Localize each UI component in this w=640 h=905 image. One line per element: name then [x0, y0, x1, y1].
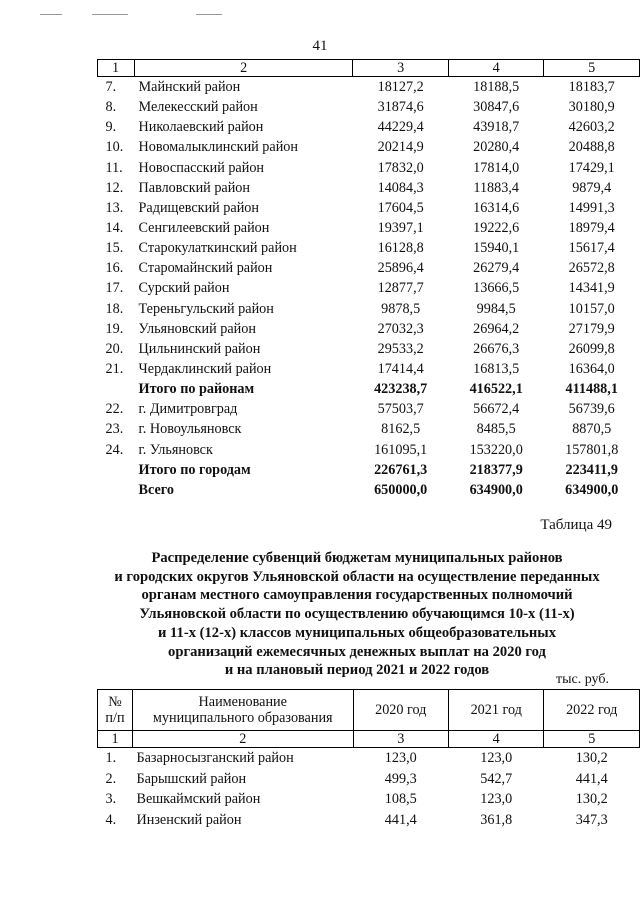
table-row [98, 810, 640, 831]
value-col4: 56672,4 [473, 401, 520, 418]
value-col5: 20488,8 [568, 139, 615, 156]
table-row [98, 258, 640, 278]
table-row [98, 769, 640, 790]
value-col5: 15617,4 [568, 240, 615, 257]
header-text: № [108, 694, 122, 710]
table-row [98, 137, 640, 157]
value-col5: 411488,1 [565, 381, 618, 398]
table-row [98, 178, 640, 198]
value-col3: 423238,7 [374, 381, 428, 398]
heading-line: и на плановый период 2021 и 2022 годов [224, 662, 490, 679]
table-row [98, 278, 640, 298]
table-row [98, 359, 640, 379]
heading-line: Распределение субвенций бюджетам муниципальных районов [151, 550, 563, 566]
value-col4: 43918,7 [473, 119, 520, 136]
row-name: г. Ульяновск [138, 441, 213, 458]
value-col3: 8162,5 [381, 421, 421, 438]
row-number [98, 480, 135, 500]
header-number [98, 690, 133, 731]
table-row [98, 238, 640, 258]
value-col5: 130,2 [575, 750, 608, 767]
row-number: 24. [105, 441, 124, 458]
value-col4: 26279,4 [473, 260, 520, 277]
value-col3: 29533,2 [377, 340, 424, 357]
header-2022: 2022 год [544, 690, 640, 731]
row-number [98, 379, 135, 399]
index-cell: 2 [132, 731, 353, 748]
value-col5: 14341,9 [568, 280, 615, 297]
index-cell: 1 [98, 731, 133, 748]
row-name: Старомайнский район [138, 260, 273, 277]
header-2021: 2021 год [448, 690, 543, 731]
value-col5: 8870,5 [572, 421, 612, 438]
value-col4: 9984,5 [476, 300, 516, 317]
value-col5: 17429,1 [568, 159, 615, 176]
row-name: Чердаклинский район [138, 361, 272, 378]
value-col3: 12877,7 [377, 280, 424, 297]
unit-label: тыс. руб. [556, 672, 609, 687]
row-name: Тереньгульский район [138, 300, 274, 317]
row-number: 9. [105, 119, 117, 136]
value-col5: 223411,9 [565, 461, 618, 478]
table-row [98, 158, 640, 178]
value-col4: 361,8 [480, 811, 513, 828]
header-text: муниципального образования [152, 710, 333, 726]
value-col5: 18183,7 [568, 79, 615, 96]
row-number: 8. [105, 99, 117, 116]
row-number: 10. [105, 139, 124, 156]
value-col4: 20280,4 [473, 139, 520, 156]
row-number: 19. [105, 320, 124, 337]
row-number: 13. [105, 199, 124, 216]
value-col5: 9879,4 [572, 179, 612, 196]
value-col3: 226761,3 [374, 461, 428, 478]
header-text: Наименование [198, 694, 287, 710]
value-col5: 14991,3 [568, 199, 615, 216]
row-number: 21. [105, 361, 124, 378]
table-row [98, 117, 640, 137]
table-row [98, 419, 640, 439]
value-col3: 17832,0 [377, 159, 424, 176]
value-col5: 130,2 [575, 791, 608, 808]
header-2020: 2020 год [353, 690, 448, 731]
value-col5: 30180,9 [568, 99, 615, 116]
row-name: Павловский район [138, 179, 250, 196]
value-col4: 123,0 [480, 750, 513, 767]
value-col4: 542,7 [480, 770, 513, 787]
page-number: 41 [312, 38, 328, 54]
value-col3: 19397,1 [377, 220, 424, 237]
row-number: 17. [105, 280, 124, 297]
heading-line: организаций ежемесячных денежных выплат на 2020 год [168, 643, 546, 660]
value-col3: 57503,7 [377, 401, 424, 418]
value-col4: 16314,6 [473, 199, 520, 216]
value-col3: 123,0 [384, 750, 417, 767]
row-name: Цильнинский район [138, 340, 261, 357]
table-heading [95, 549, 619, 680]
subventions-table [97, 689, 640, 830]
table-row [98, 748, 640, 769]
row-name: г. Димитровград [138, 401, 238, 418]
table-row [98, 460, 640, 480]
header-cell: 5 [544, 60, 640, 77]
table-row [98, 440, 640, 460]
row-number: 7. [105, 79, 117, 96]
row-number: 2. [105, 770, 117, 787]
value-col4: 19222,6 [473, 220, 520, 237]
table-row [98, 480, 640, 500]
row-name: Базарносызганский район [136, 750, 294, 767]
row-number: 23. [105, 421, 124, 438]
value-col3: 14084,3 [377, 179, 424, 196]
value-col4: 11883,4 [473, 179, 519, 196]
value-col3: 20214,9 [377, 139, 424, 156]
heading-line: и городских округов Ульяновской области на осуществление переданных [114, 568, 600, 585]
header-cell: 4 [448, 60, 544, 77]
value-col4: 26964,2 [473, 320, 520, 337]
row-number: 4. [105, 811, 117, 828]
index-cell: 4 [448, 731, 543, 748]
table-row [98, 77, 640, 98]
row-name: Радищевский район [138, 199, 259, 216]
row-name: Старокулаткинский район [138, 240, 297, 257]
value-col5: 42603,2 [568, 119, 615, 136]
row-name: Сурский район [138, 280, 230, 297]
value-col3: 441,4 [384, 811, 417, 828]
value-col5: 347,3 [575, 811, 608, 828]
value-col4: 30847,6 [473, 99, 520, 116]
table-row [98, 379, 640, 399]
row-name: Вешкаймский район [136, 791, 261, 808]
value-col4: 123,0 [480, 791, 513, 808]
index-row [98, 731, 640, 748]
row-name: Майнский район [138, 79, 241, 96]
scan-artifact [40, 14, 62, 15]
value-col4: 416522,1 [469, 381, 523, 398]
row-name: Новомалыклинский район [138, 139, 298, 156]
table-header-row [98, 60, 640, 77]
value-col5: 10157,0 [568, 300, 615, 317]
row-number: 1. [105, 750, 117, 767]
value-col3: 18127,2 [377, 79, 424, 96]
row-number: 15. [105, 240, 124, 257]
row-name: Всего [138, 481, 174, 498]
row-number: 18. [105, 300, 124, 317]
value-col3: 16128,8 [377, 240, 424, 257]
row-number: 16. [105, 260, 124, 277]
value-col5: 16364,0 [568, 361, 615, 378]
table-row [98, 299, 640, 319]
index-cell: 5 [544, 731, 640, 748]
row-number [98, 460, 135, 480]
row-name: Сенгилеевский район [138, 220, 270, 237]
value-col4: 15940,1 [473, 240, 520, 257]
value-col4: 26676,3 [473, 340, 520, 357]
value-col3: 44229,4 [377, 119, 424, 136]
row-name: Ульяновский район [138, 320, 256, 337]
value-col3: 25896,4 [377, 260, 424, 277]
value-col3: 17604,5 [377, 199, 424, 216]
row-name: Инзенский район [136, 811, 242, 828]
row-number: 3. [105, 791, 117, 808]
row-number: 22. [105, 401, 124, 418]
header-name [132, 690, 353, 731]
value-col4: 8485,5 [476, 421, 516, 438]
value-col5: 441,4 [575, 770, 608, 787]
value-col4: 634900,0 [469, 481, 523, 498]
table-row [98, 399, 640, 419]
table-row [98, 339, 640, 359]
value-col5: 26572,8 [568, 260, 615, 277]
row-name: Николаевский район [138, 119, 264, 136]
table-caption: Таблица 49 [540, 517, 612, 533]
table-header-row [98, 690, 640, 731]
value-col3: 17414,4 [377, 361, 424, 378]
table-row [98, 198, 640, 218]
value-col3: 108,5 [384, 791, 417, 808]
header-cell: 2 [135, 60, 353, 77]
heading-line: Ульяновской области по осуществлению обучающимся 10-х (11-х) [139, 606, 575, 623]
table-row [98, 789, 640, 810]
value-col5: 27179,9 [568, 320, 615, 337]
value-col4: 153220,0 [469, 441, 523, 458]
value-col3: 27032,3 [377, 320, 424, 337]
value-col3: 161095,1 [374, 441, 428, 458]
regions-table [97, 59, 640, 500]
scan-artifact [92, 14, 128, 15]
value-col3: 9878,5 [381, 300, 421, 317]
value-col4: 16813,5 [473, 361, 520, 378]
row-number: 12. [105, 179, 124, 196]
table-row [98, 218, 640, 238]
table-row [98, 97, 640, 117]
value-col3: 499,3 [384, 770, 417, 787]
value-col5: 634900,0 [565, 481, 619, 498]
row-name: Барышский район [136, 770, 247, 787]
value-col5: 157801,8 [565, 441, 619, 458]
row-name: Итого по городам [138, 461, 251, 478]
row-name: г. Новоульяновск [138, 421, 242, 438]
heading-line: органам местного самоуправления государственных полномочий [141, 587, 573, 604]
index-cell: 3 [353, 731, 448, 748]
table-row [98, 319, 640, 339]
header-text: п/п [105, 710, 125, 726]
row-number: 11. [105, 159, 123, 176]
row-number: 20. [105, 340, 124, 357]
header-cell: 3 [353, 60, 449, 77]
row-name: Итого по районам [138, 381, 255, 398]
value-col3: 31874,6 [377, 99, 424, 116]
value-col4: 17814,0 [473, 159, 520, 176]
value-col5: 56739,6 [568, 401, 615, 418]
value-col5: 18979,4 [568, 220, 615, 237]
scan-artifact [196, 14, 222, 15]
row-name: Новоспасский район [138, 159, 265, 176]
heading-line: и 11-х (12-х) классов муниципальных общеобразовательных [158, 624, 556, 641]
value-col3: 650000,0 [374, 481, 428, 498]
value-col5: 26099,8 [568, 340, 615, 357]
row-name: Мелекесский район [138, 99, 258, 116]
value-col4: 218377,9 [469, 461, 523, 478]
row-number: 14. [105, 220, 124, 237]
value-col4: 18188,5 [473, 79, 520, 96]
header-cell: 1 [98, 60, 135, 77]
value-col4: 13666,5 [473, 280, 520, 297]
